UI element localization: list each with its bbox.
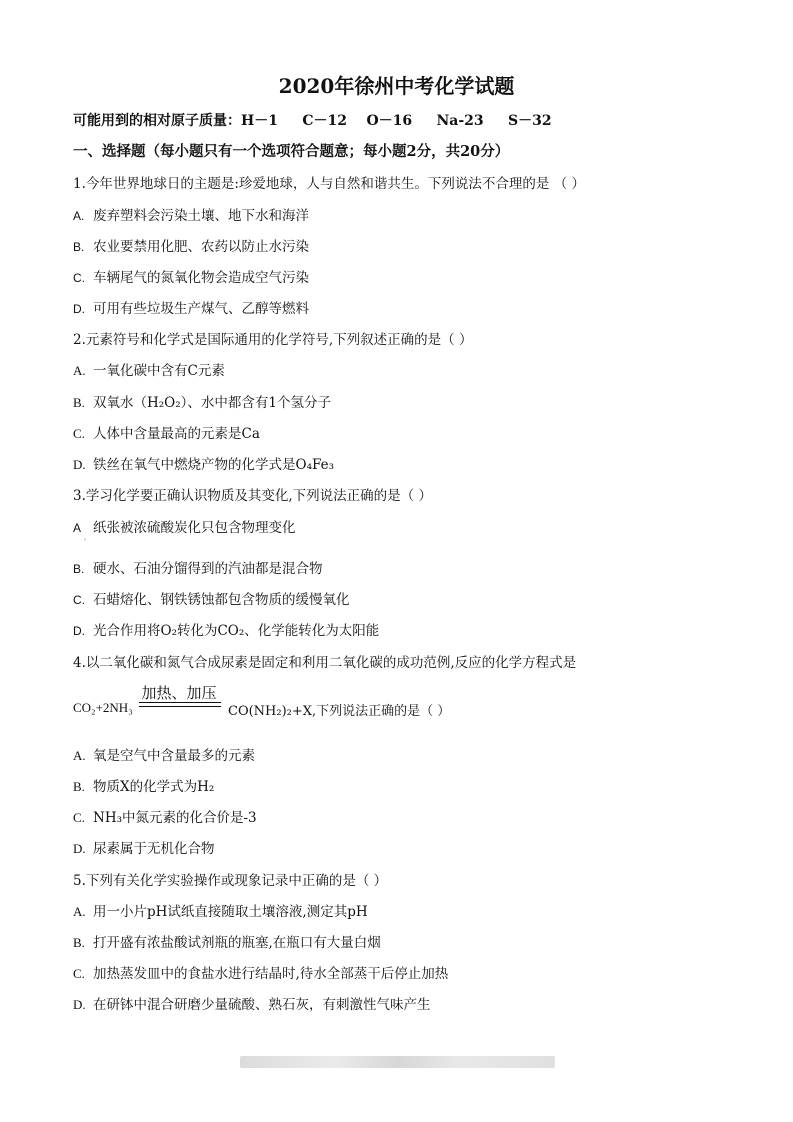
question-3-option-b xyxy=(73,557,323,577)
option-text: 加热蒸发皿中的食盐水进行结晶时,待水全部蒸干后停止加热 xyxy=(93,966,449,982)
option-text: 车辆尾气的氮氧化物会造成空气污染 xyxy=(93,270,309,286)
option-label: C. xyxy=(73,271,85,285)
option-label: B. xyxy=(73,779,85,794)
option-text: 人体中含量最高的元素是Ca xyxy=(93,426,260,442)
option-label: B. xyxy=(73,562,85,576)
section-heading: 一、选择题（每小题只有一个选项符合题意；每小题2分，共20分） xyxy=(73,143,510,160)
question-4-option-b xyxy=(73,775,214,795)
option-label: B. xyxy=(73,395,85,410)
question-5-option-c xyxy=(73,962,448,982)
question-2-option-d xyxy=(73,453,334,473)
option-label: A. xyxy=(73,209,85,223)
option-label: A. xyxy=(73,748,86,763)
question-1-option-b xyxy=(73,235,309,255)
option-label: D. xyxy=(73,624,85,638)
option-label: D. xyxy=(73,457,86,472)
option-label: A. xyxy=(73,363,86,378)
question-4-option-a xyxy=(73,744,255,764)
option-label: C. xyxy=(73,426,85,441)
equation-reactants: CO₂+2NH₃ xyxy=(73,700,133,715)
option-text: 物质X的化学式为H₂ xyxy=(93,779,215,795)
equation-equals-bottom xyxy=(139,706,221,707)
question-5-stem: 5.下列有关化学实验操作或现象记录中正确的是（ ） xyxy=(73,873,388,889)
option-text: 石蜡熔化、钢铁锈蚀都包含物质的缓慢氧化 xyxy=(93,592,350,608)
option-text: 光合作用将O₂转化为CO₂、化学能转化为太阳能 xyxy=(93,623,380,639)
question-2-option-c xyxy=(73,422,260,442)
option-label: C. xyxy=(73,966,85,981)
option-label: D. xyxy=(73,997,86,1012)
equation-condition: 加热、加压 xyxy=(141,684,217,702)
question-5-option-b xyxy=(73,931,381,951)
question-4-option-d xyxy=(73,837,215,857)
question-3-option-c xyxy=(73,588,350,608)
option-text: 农业要禁用化肥、农药以防止水污染 xyxy=(93,239,309,255)
page-title: 2020年徐州中考化学试题 xyxy=(278,74,515,98)
chemical-equation xyxy=(73,682,673,722)
question-3-option-a xyxy=(73,516,296,536)
option-label: B. xyxy=(73,935,85,950)
question-2-option-a xyxy=(73,359,225,379)
question-4-option-c xyxy=(73,806,257,826)
option-text: 双氧水（H₂O₂）、水中都含有1个氢分子 xyxy=(93,395,332,411)
option-label: A. xyxy=(73,904,86,919)
question-3-stem: 3.学习化学要正确认识物质及其变化,下列说法正确的是（ ） xyxy=(73,488,432,504)
option-label: C. xyxy=(73,593,85,607)
question-1-option-d xyxy=(73,297,309,317)
option-label: B. xyxy=(73,240,85,254)
question-5-option-a xyxy=(73,900,368,920)
option-text: 用一小片pH试纸直接随取土壤溶液,测定其pH xyxy=(93,904,368,920)
question-1-stem: 1.今年世界地球日的主题是:珍爱地球，人与自然和谐共生。下列说法不合理的是 （ ） xyxy=(73,176,586,192)
option-text: 纸张被浓硫酸炭化只包含物理变化 xyxy=(93,520,296,536)
question-2-stem: 2.元素符号和化学式是国际通用的化学符号,下列叙述正确的是（ ） xyxy=(73,332,473,348)
option-text: 氧是空气中含量最多的元素 xyxy=(93,748,255,764)
question-2-option-b xyxy=(73,391,331,411)
option-text: 打开盛有浓盐酸试剂瓶的瓶塞,在瓶口有大量白烟 xyxy=(93,935,381,951)
option-text: 尿素属于无机化合物 xyxy=(93,841,215,857)
option-label: A xyxy=(73,521,82,535)
question-3-option-d xyxy=(73,619,379,639)
blurred-watermark xyxy=(240,1056,555,1068)
option-text: 在研钵中混合研磨少量硫酸、熟石灰，有刺激性气味产生 xyxy=(93,997,431,1013)
option-text: 一氧化碳中含有C元素 xyxy=(93,363,225,379)
question-4-stem: 4.以二氧化碳和氮气合成尿素是固定和利用二氧化碳的成功范例,反应的化学方程式是 xyxy=(73,655,577,671)
question-1-option-c xyxy=(73,266,309,286)
atomic-mass-line: 可能用到的相对原子质量：H－1 C－12 O－16 Na-23 S－32 xyxy=(73,113,552,129)
option-text: 可用有些垃圾生产煤气、乙醇等燃料 xyxy=(93,301,309,317)
stray-mark: ' xyxy=(84,538,86,546)
question-5-option-d xyxy=(73,993,431,1013)
option-text: 铁丝在氧气中燃烧产物的化学式是O₄Fe₃ xyxy=(93,457,335,473)
equation-equals-top xyxy=(139,702,221,703)
option-text: 硬水、石油分馏得到的汽油都是混合物 xyxy=(93,561,323,577)
option-label: D. xyxy=(73,841,86,856)
question-1-option-a xyxy=(73,204,309,224)
equation-products: CO(NH₂)₂+X,下列说法正确的是（ ） xyxy=(228,704,451,719)
option-label: D. xyxy=(73,302,85,316)
option-text: 废弃塑料会污染土壤、地下水和海洋 xyxy=(93,208,309,224)
option-label: C. xyxy=(73,810,85,825)
option-text: NH₃中氮元素的化合价是-3 xyxy=(93,810,257,826)
